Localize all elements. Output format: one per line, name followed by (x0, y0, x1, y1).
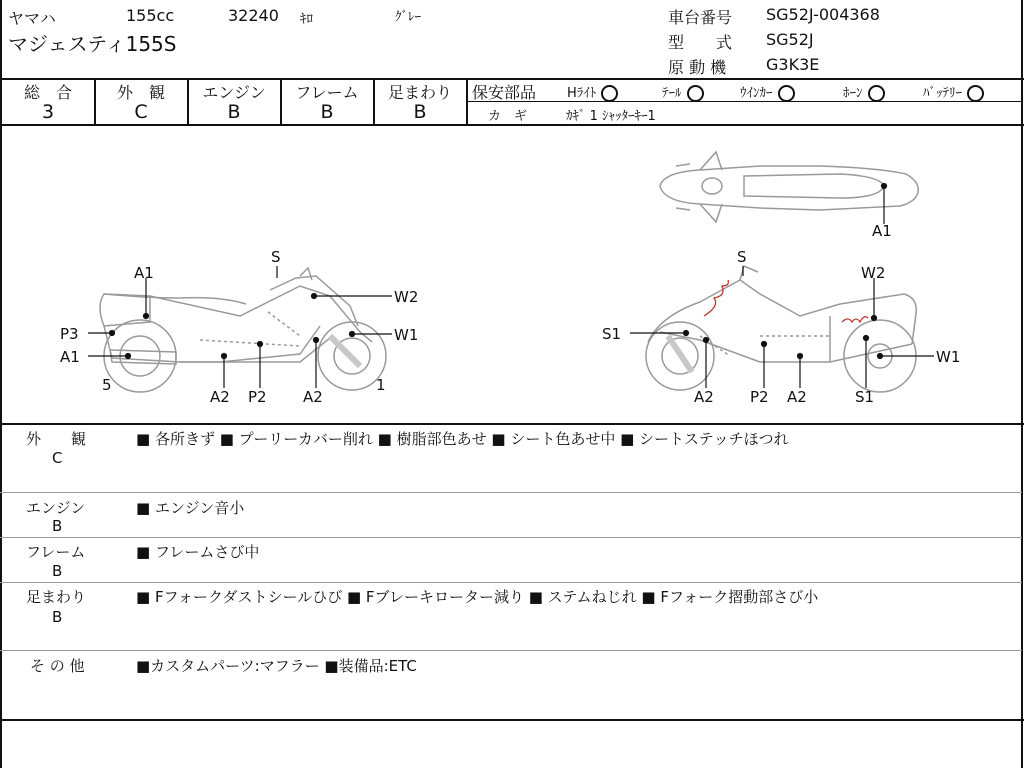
detail-grade-exterior: C (52, 449, 63, 467)
ok-mark-icon (967, 85, 984, 102)
grade-value-suspension: B (413, 101, 427, 123)
label-left-w2: W2 (394, 288, 419, 306)
label-left-a1b: A1 (60, 348, 80, 366)
grade-label-engine: エンジン (202, 83, 266, 102)
label-left-a2b: A2 (303, 388, 323, 406)
key-value: ｶｷﾞ 1 ｼｬｯﾀｰｷｰ1 (566, 109, 656, 124)
grade-label-frame: フレーム (295, 83, 359, 102)
detail-label-other: そ の 他 (30, 657, 85, 675)
detail-grade-engine: B (52, 517, 63, 535)
grade-value-overall: 3 (41, 101, 55, 123)
divider (0, 423, 1024, 425)
label-right-a1: A1 (872, 222, 892, 240)
label-left-s: S (271, 248, 281, 266)
label-left-1: 1 (376, 376, 386, 394)
grade-label-overall: 総 合 (23, 83, 72, 102)
detail-text-other: ■カスタムパーツ:マフラー ■装備品:ETC (136, 657, 417, 675)
type-label: 型 式 (668, 33, 733, 52)
chassis-label: 車台番号 (668, 8, 733, 27)
grade-label-suspension: 足まわり (387, 83, 452, 102)
grade-value-exterior: C (134, 101, 148, 123)
displacement: 155cc (126, 6, 175, 25)
ok-mark-icon (778, 85, 795, 102)
label-left-a1: A1 (134, 264, 154, 282)
key-label: カ ギ (488, 109, 528, 124)
grade-value-frame: B (320, 101, 334, 123)
detail-text-engine: ■ エンジン音小 (136, 499, 245, 517)
ok-mark-icon (868, 85, 885, 102)
label-left-5: 5 (102, 376, 112, 394)
grade-label-exterior: 外 観 (116, 83, 165, 102)
mileage-unit: ｷﾛ (300, 12, 313, 27)
maker: ヤマハ (8, 9, 56, 28)
ok-mark-icon (601, 85, 618, 102)
model-name: マジェスティ155S (8, 32, 177, 56)
detail-label-suspension: 足まわり (26, 588, 87, 606)
label-left-w1: W1 (394, 326, 419, 344)
safety-label: 保安部品 (472, 83, 537, 102)
scooter-damage-diagram (0, 126, 1024, 422)
label-right-s1b: S1 (855, 388, 875, 406)
safety-horn: ﾎｰﾝ (843, 82, 885, 102)
safety-headlight: Hﾗｲﾄ (567, 82, 618, 102)
detail-label-exterior: 外 観 (26, 430, 87, 448)
detail-text-frame: ■ フレームさび中 (136, 543, 260, 561)
grade-value-engine: B (227, 101, 241, 123)
detail-text-suspension: ■ Fフォークダストシールひび ■ Fブレーキローター減り ■ ステムねじれ ■ Fフォーク摺動部さび小 (136, 588, 819, 606)
safety-winker: ｳｲﾝｶｰ (740, 82, 795, 102)
safety-tail: ﾃｰﾙ (662, 82, 704, 102)
detail-grade-frame: B (52, 562, 63, 580)
mileage: 32240 (228, 6, 279, 25)
safety-battery: ﾊﾞｯﾃﾘｰ (923, 82, 984, 102)
scooter-top-view (660, 152, 918, 222)
label-left-p2: P2 (248, 388, 267, 406)
divider (0, 719, 1024, 721)
scooter-left-side-view (100, 268, 386, 392)
type-value: SG52J (766, 30, 814, 49)
detail-label-frame: フレーム (26, 543, 86, 561)
label-right-s: S (737, 248, 747, 266)
label-left-a2: A2 (210, 388, 230, 406)
label-right-a2b: A2 (787, 388, 807, 406)
detail-text-exterior: ■ 各所きず ■ プーリーカバー削れ ■ 樹脂部色あせ ■ シート色あせ中 ■ シートステッチほつれ (136, 430, 789, 448)
label-right-a2: A2 (694, 388, 714, 406)
engine-value: G3K3E (766, 55, 820, 74)
ok-mark-icon (687, 85, 704, 102)
label-left-p3: P3 (60, 325, 79, 343)
detail-label-engine: エンジン (26, 499, 86, 517)
detail-grade-suspension: B (52, 608, 63, 626)
label-right-s1: S1 (602, 325, 622, 343)
label-right-w1: W1 (936, 348, 961, 366)
scooter-right-side-view (646, 266, 916, 392)
label-right-p2: P2 (750, 388, 769, 406)
color: ｸﾞﾚｰ (395, 10, 421, 25)
engine-label: 原 動 機 (668, 58, 727, 77)
chassis-value: SG52J-004368 (766, 5, 880, 24)
label-right-w2: W2 (861, 264, 886, 282)
